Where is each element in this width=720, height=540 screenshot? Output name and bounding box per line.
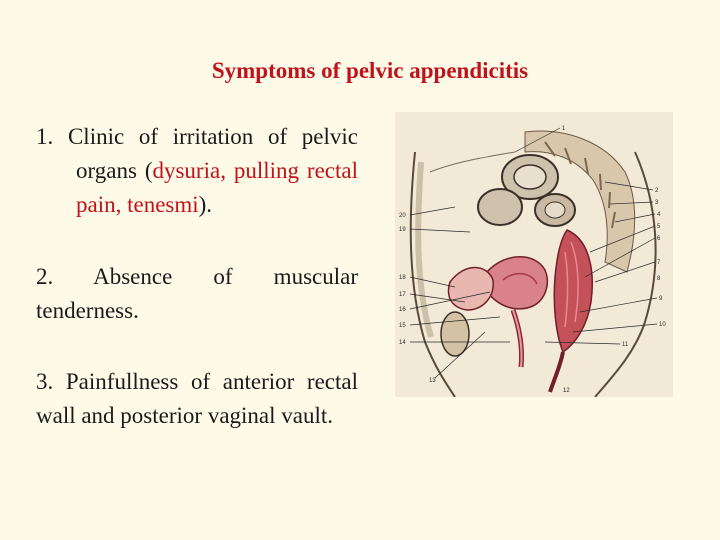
symptom-item-3: 3. Painfullness of anterior rectal wall and posterior vaginal vault.: [36, 369, 358, 428]
label-4: 4: [657, 212, 661, 218]
label-1: 1: [562, 126, 566, 132]
label-14: 14: [399, 340, 406, 346]
label-19: 19: [399, 227, 406, 233]
label-2: 2: [655, 188, 659, 194]
symptom-item-1-highlight: dysuria, pulling rectal pain, tenesmi: [76, 158, 359, 217]
label-3: 3: [655, 200, 659, 206]
label-16: 16: [399, 307, 406, 313]
label-20: 20: [399, 213, 406, 219]
pelvic-anatomy-drawing: [395, 112, 673, 397]
label-5: 5: [657, 224, 661, 230]
label-17: 17: [399, 292, 406, 298]
label-18: 18: [399, 275, 406, 281]
symptom-list: [36, 120, 358, 433]
label-12: 12: [563, 388, 570, 394]
label-11: 11: [622, 342, 629, 348]
slide-title: Symptoms of pelvic appendicitis: [211, 58, 529, 83]
symptom-item-1-close: ).: [198, 192, 213, 217]
pelvic-anatomy-illustration: [395, 112, 673, 397]
symptom-item-1-text: Clinic of irritation of pelvic organs (: [67, 124, 359, 183]
label-13: 13: [429, 378, 436, 384]
symptom-item-1: [36, 120, 358, 222]
label-9: 9: [659, 296, 663, 302]
symptom-item-1-number: 1.: [36, 124, 68, 149]
label-8: 8: [657, 276, 661, 282]
symptom-item-2: 2. Absence of muscular tenderness.: [36, 264, 358, 323]
label-7: 7: [657, 260, 661, 266]
label-15: 15: [399, 323, 406, 329]
label-6: 6: [657, 236, 661, 242]
label-10: 10: [659, 322, 666, 328]
